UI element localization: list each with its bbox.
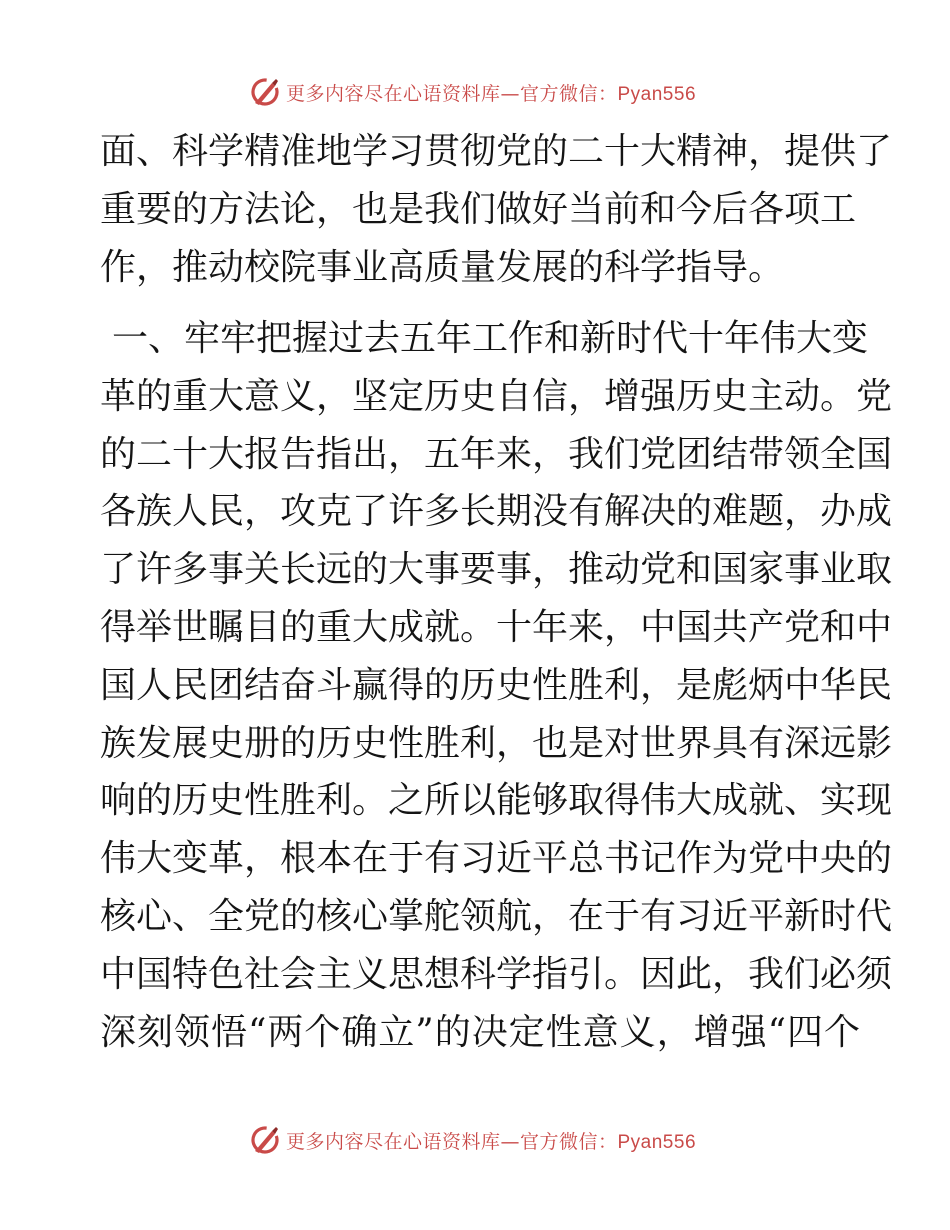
text-line: 得举世瞩目的重大成就。十年来，中国共产党和中 [100,606,893,648]
watermark-header [0,72,950,112]
text-line: 深刻领悟“两个确立”的决定性意义，增强“四个 [100,1011,860,1053]
paragraph-section-one [100,310,893,1061]
pen-logo-icon [248,1123,282,1157]
text-line: 各族人民，攻克了许多长期没有解决的难题，办成 [100,491,893,533]
text-line: 面、科学精准地学习贯彻党的二十大精神，提供了 [100,131,893,172]
paragraph-continuation [100,123,893,296]
text-line: 响的历史性胜利。之所以能够取得伟大成就、实现 [100,780,893,822]
text-line: 的二十大报告指出，五年来，我们党团结带领全国 [100,433,893,475]
text-line: 国人民团结奋斗赢得的历史性胜利，是彪炳中华民 [100,664,893,706]
text-line: 了许多事关长远的大事要事，推动党和国家事业取 [100,549,893,591]
text-line: 革的重大意义，坚定历史自信，增强历史主动。党 [100,375,893,417]
watermark-footer [0,1120,950,1160]
section-heading-line: 一、牢牢把握过去五年工作和新时代十年伟大变 [112,318,869,359]
text-line: 作，推动校院事业高质量发展的科学指导。 [100,246,785,288]
pen-logo-icon [248,75,282,109]
text-line: 核心、全党的核心掌舵领航，在于有习近平新时代 [100,895,893,937]
text-line: 重要的方法论，也是我们做好当前和今后各项工 [100,188,857,230]
text-line: 中国特色社会主义思想科学指引。因此，我们必须 [100,953,893,995]
watermark-text: 更多内容尽在心语资料库—官方微信：Pyan556 [285,1130,697,1153]
text-line: 伟大变革，根本在于有习近平总书记作为党中央的 [100,838,893,880]
watermark-text: 更多内容尽在心语资料库—官方微信：Pyan556 [285,82,697,105]
text-line: 族发展史册的历史性胜利，也是对世界具有深远影 [100,722,893,764]
